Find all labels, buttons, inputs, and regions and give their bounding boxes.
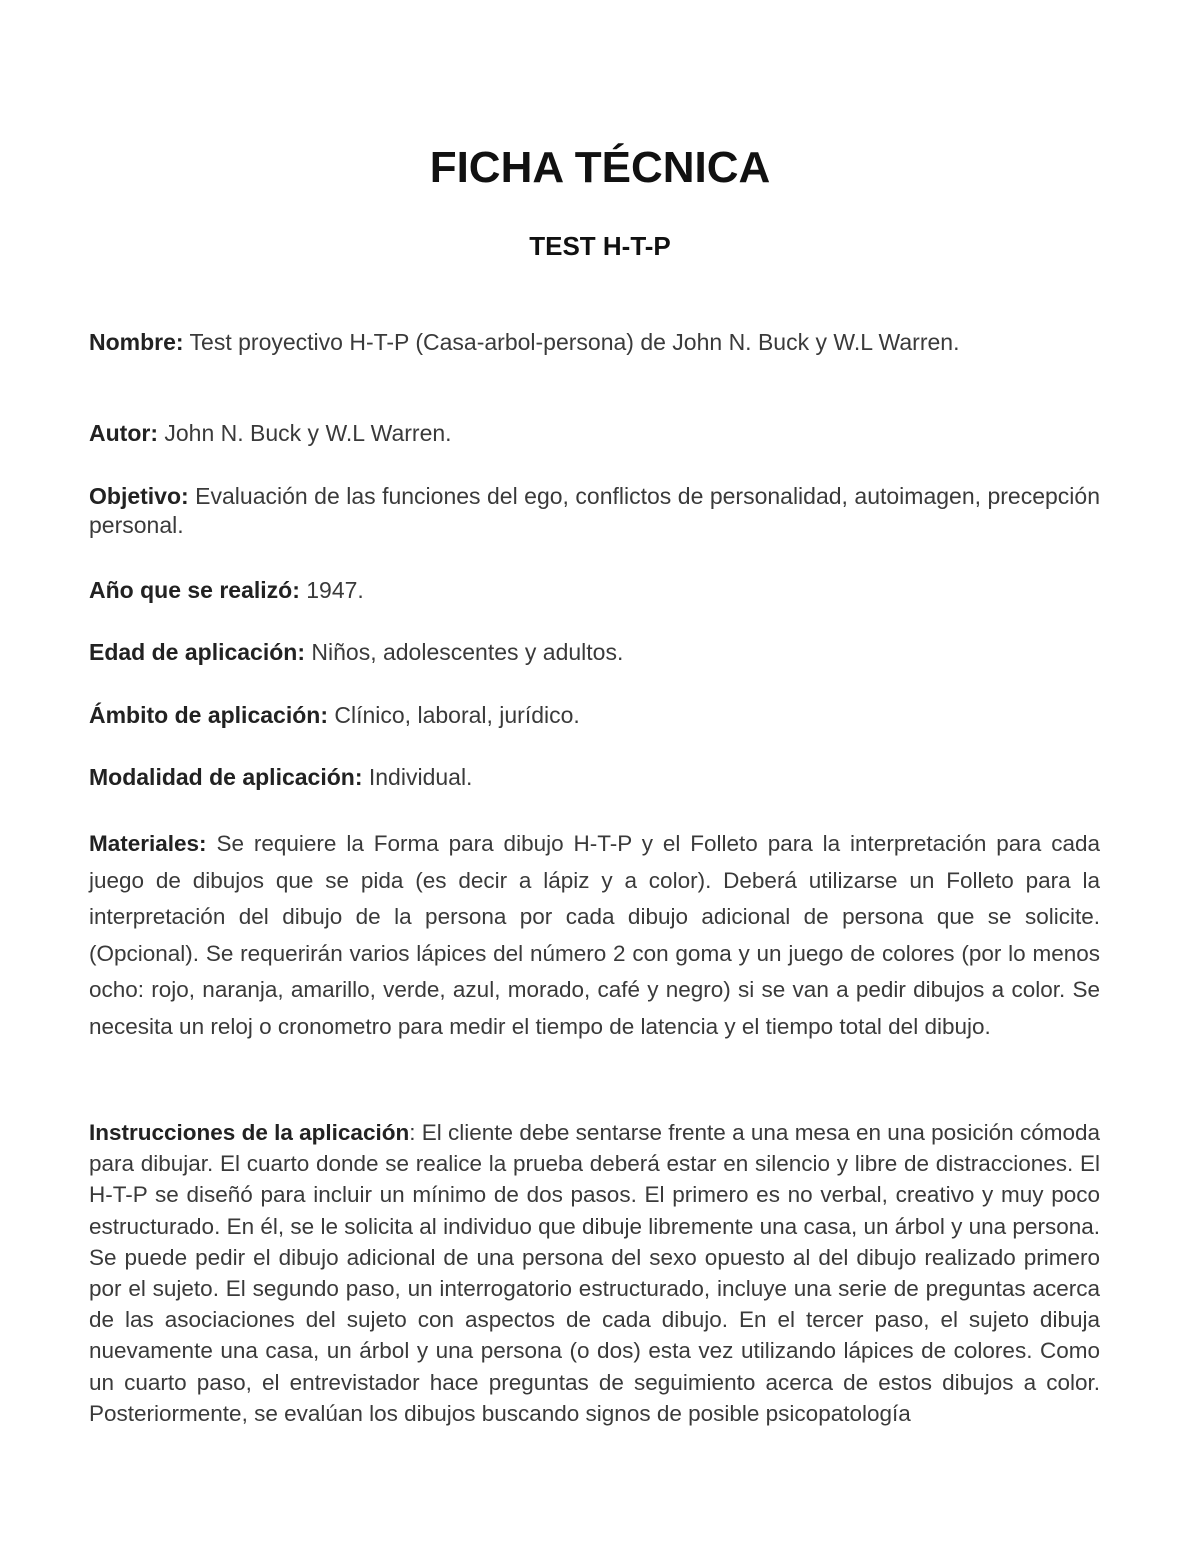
field-edad-label: Edad de aplicación: [89,639,305,665]
field-objetivo-value: Evaluación de las funciones del ego, conflictos de personalidad, autoimagen, precepción personal. [89,483,1100,538]
field-objetivo-label: Objetivo: [89,483,189,509]
document-subtitle: TEST H-T-P [529,231,671,261]
field-materiales [89,826,1100,1045]
field-instrucciones-value: : El cliente debe sentarse frente a una mesa en una posición cómoda para dibujar. El cuarto donde se realice la prueba deberá estar en silencio y libre de distracciones. El H-T-P se diseñó para incluir un mínimo de dos pasos. El primero es no verbal, creativo y muy poco estructurado. En él, se le solicita al individuo que dibuje libremente una casa, un árbol y una persona. Se puede pedir el dibujo adicional de una persona del sexo opuesto al del dibujo realizado primero por el sujeto. El segundo paso, un interrogatorio estructurado, incluye una serie de preguntas acerca de las asociaciones del sujeto con aspectos de cada dibujo. En el tercer paso, el sujeto dibuja nuevamente una casa, un árbol y una persona (o dos) esta vez utilizando lápices de colores. Como un cuarto paso, el entrevistador hace preguntas de seguimiento acerca de estos dibujos a color. Posteriormente, se evalúan los dibujos buscando signos de posible psicopatología [89,1120,1101,1426]
field-nombre [89,328,1100,357]
field-anio-value: 1947. [306,577,364,603]
field-modalidad-label: Modalidad de aplicación: [89,764,363,790]
field-ambito-label: Ámbito de aplicación: [89,702,328,728]
document-title: FICHA TÉCNICA [429,143,771,192]
field-instrucciones-label: Instrucciones de la aplicación [89,1120,410,1145]
field-modalidad [89,763,1100,792]
field-autor-label: Autor: [89,420,158,446]
field-autor-value: John N. Buck y W.L Warren. [164,420,452,446]
field-objetivo [89,482,1100,540]
field-anio-label: Año que se realizó: [89,577,300,603]
field-nombre-label: Nombre: [89,329,184,355]
field-anio [89,576,1100,605]
field-materiales-label: Materiales: [89,831,207,856]
field-modalidad-value: Individual. [368,764,473,790]
field-ambito-value: Clínico, laboral, jurídico. [334,702,580,728]
field-edad-value: Niños, adolescentes y adultos. [311,639,624,665]
field-edad [89,638,1100,667]
field-ambito [89,701,1100,730]
field-instrucciones [89,1117,1100,1429]
field-autor [89,419,1100,448]
field-materiales-value: Se requiere la Forma para dibujo H-T-P y el Folleto para la interpretación para cada juego de dibujos que se pida (es decir a lápiz y a color). Deberá utilizarse un Folleto para la interpretación del dibujo de la persona por cada dibujo adicional de persona que se solicite. (Opcional). Se requerirán varios lápices del número 2 con goma y un juego de colores (por lo menos ocho: rojo, naranja, amarillo, verde, azul, morado, café y negro) si se van a pedir dibujos a color. Se necesita un reloj o cronometro para medir el tiempo de latencia y el tiempo total del dibujo. [89,831,1100,1039]
field-nombre-value: Test proyectivo H-T-P (Casa-arbol-persona) de John N. Buck y W.L Warren. [189,329,960,355]
